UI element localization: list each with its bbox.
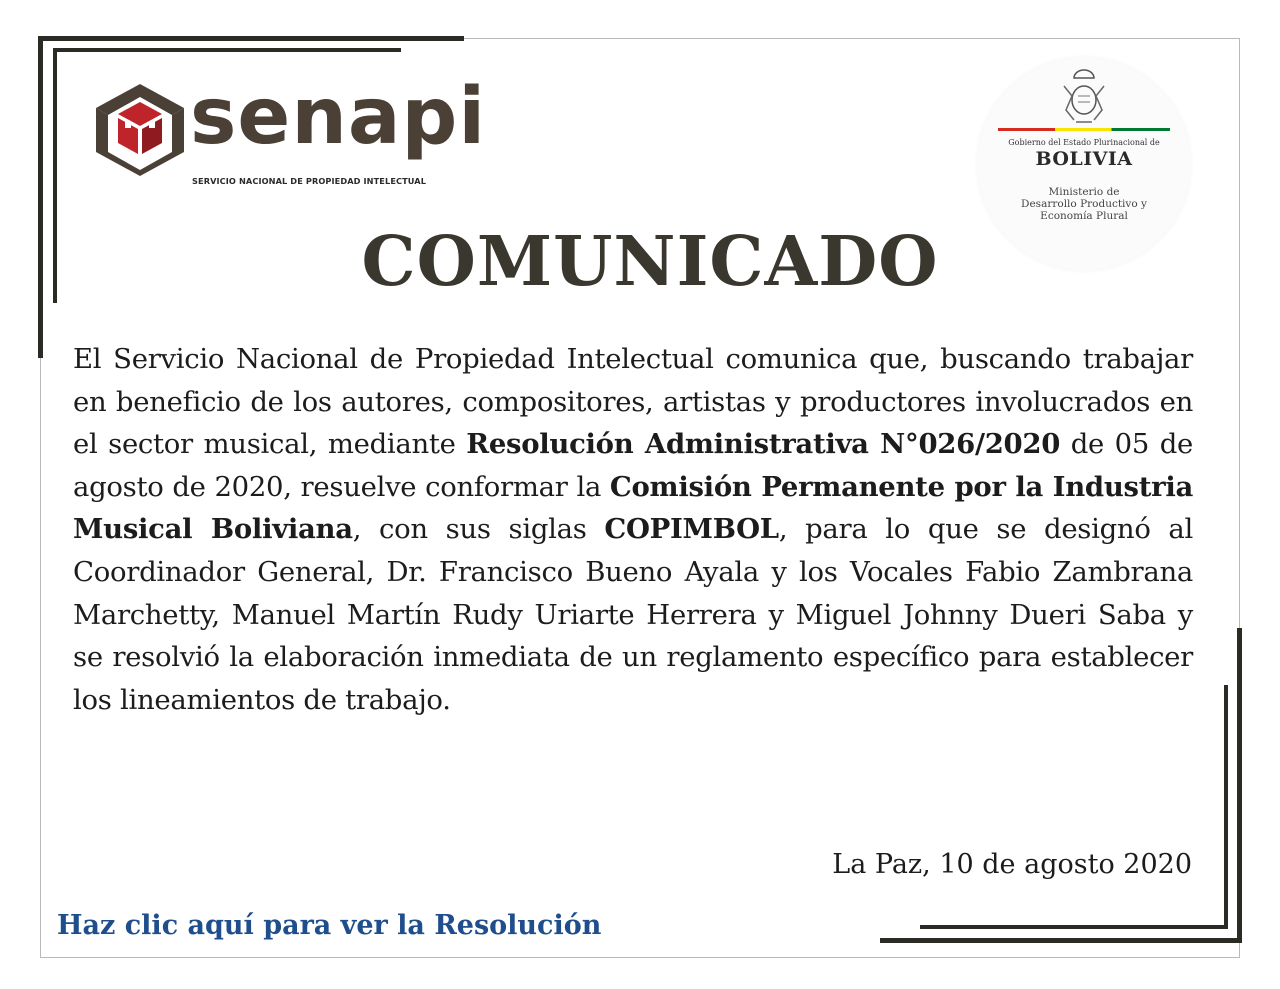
coat-of-arms-icon: [1056, 66, 1112, 130]
country-name: BOLIVIA: [1035, 148, 1133, 170]
corner-accent-bottom-right: [1224, 685, 1228, 929]
corner-accent-bottom-right: [1237, 628, 1242, 943]
body-text-segment: El Servicio Nacional de Propiedad Intelectual comunica que, buscando trabajar en beneficio de los autores, compositores, artistas y productores involucrados en el sector musical, mediante: [73, 343, 1193, 461]
gov-line: Gobierno del Estado Plurinacional de: [1008, 138, 1160, 147]
body-text-segment: , para lo que se designó al Coordinador General, Dr. Francisco Bueno Ayala y los Vocales Fabio Zambrana Marchetty, Manuel Martín Rudy Uriarte Herrera y Miguel Johnny Dueri Saba y se resolvió la elaboración inmediata de un reglamento específico para establecer los lineamientos de trabajo.: [73, 513, 1194, 716]
corner-accent-top-left: [38, 36, 464, 41]
corner-accent-bottom-right: [880, 938, 1242, 943]
notice-body: [73, 338, 1193, 721]
view-resolution-link[interactable]: Haz clic aquí para ver la Resolución: [57, 910, 602, 941]
senapi-logo: [92, 72, 487, 192]
corner-accent-bottom-right: [920, 925, 1228, 929]
brand-subtitle: SERVICIO NACIONAL DE PROPIEDAD INTELECTUAL: [192, 176, 427, 186]
date-line: La Paz, 10 de agosto 2020: [832, 849, 1192, 880]
brand-name: senapi: [190, 72, 487, 162]
resolution-reference: Resolución Administrativa N°026/2020: [466, 428, 1061, 461]
commission-acronym: COPIMBOL: [604, 513, 779, 546]
commission-name: Comisión Permanente por la Industria Musical Boliviana: [73, 470, 1193, 546]
notice-title: COMUNICADO: [361, 222, 939, 302]
flag-stripe: [998, 128, 1170, 131]
senapi-cube-icon: [92, 82, 188, 178]
ministry-name: Ministerio de Desarrollo Productivo y Economía Plural: [1021, 186, 1147, 222]
corner-accent-top-left: [38, 36, 43, 358]
body-text-segment: de 05 de agosto de 2020, resuelve conformar la: [73, 428, 1193, 503]
corner-accent-top-left: [53, 48, 401, 52]
body-text-segment: , con sus siglas: [352, 513, 605, 546]
